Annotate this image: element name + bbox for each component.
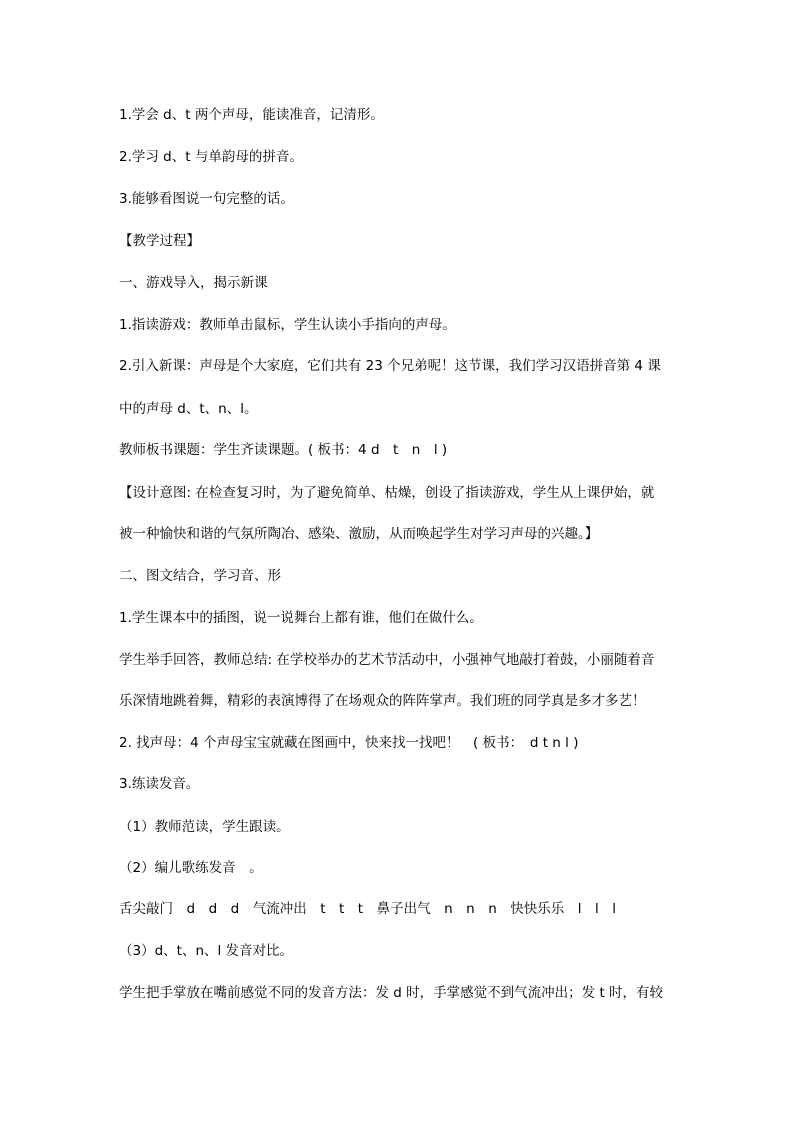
part-two-heading: 二、图文结合，学习音、形 (119, 568, 281, 584)
part-one-heading: 一、游戏导入，揭示新课 (119, 275, 268, 291)
step-intro-line-1: 2.引入新课：声母是个大家庭，它们共有 23 个兄弟呢！这节课，我们学习汉语拼音第 4 课 (119, 358, 661, 374)
section-heading-process: 【教学过程】 (119, 233, 200, 249)
objective-1: 1.学会 d、t 两个声母，能读准音，记清形。 (119, 107, 384, 123)
step-illustration: 1.学生课本中的插图，说一说舞台上都有谁，他们在做什么。 (119, 610, 483, 626)
step-find-initials: 2. 找声母：4 个声母宝宝就藏在图画中，快来找一找吧！ ( 板书： d t n l ) (119, 735, 579, 751)
practice-substep-3: （3）d、t、n、l 发音对比。 (119, 943, 294, 959)
step-pointing-game: 1.指读游戏：教师单击鼠标，学生认读小手指向的声母。 (119, 317, 456, 333)
objective-3: 3.能够看图说一句完整的话。 (119, 191, 294, 207)
board-title-note: 教师板书课题：学生齐读课题。( 板书：4 d t n l ) (119, 442, 448, 458)
design-intent-line-1: 【设计意图: 在检查复习时，为了避免简单、枯燥，创设了指读游戏，学生从上课伊始，就 (119, 485, 655, 501)
practice-substep-1: （1）教师范读，学生跟读。 (119, 819, 290, 835)
objective-2: 2.学习 d、t 与单韵母的拼音。 (119, 149, 303, 165)
summary-line-2: 乐深情地跳着舞，精彩的表演博得了在场观众的阵阵掌声。我们班的同学真是多才多艺！ (119, 693, 646, 709)
comparison-line: 学生把手掌放在嘴前感觉不同的发音方法：发 d 时，手掌感觉不到气流冲出；发 t 时，有较 (119, 985, 664, 1001)
rhyme-line: 舌尖敲门 d d d 气流冲出 t t t 鼻子出气 n n n 快快乐乐 l l l (119, 901, 617, 917)
design-intent-line-2: 被一种愉快和谐的气氛所陶冶、感染、激励，从而唤起学生对学习声母的兴趣。】 (119, 526, 599, 542)
practice-substep-2: （2）编儿歌练发音 。 (119, 860, 263, 876)
step-intro-line-2: 中的声母 d、t、n、l。 (119, 401, 258, 417)
summary-line-1: 学生举手回答，教师总结: 在学校举办的艺术节活动中，小强神气地敲打着鼓，小丽随着音 (119, 652, 655, 668)
step-practice: 3.练读发音。 (119, 776, 200, 792)
